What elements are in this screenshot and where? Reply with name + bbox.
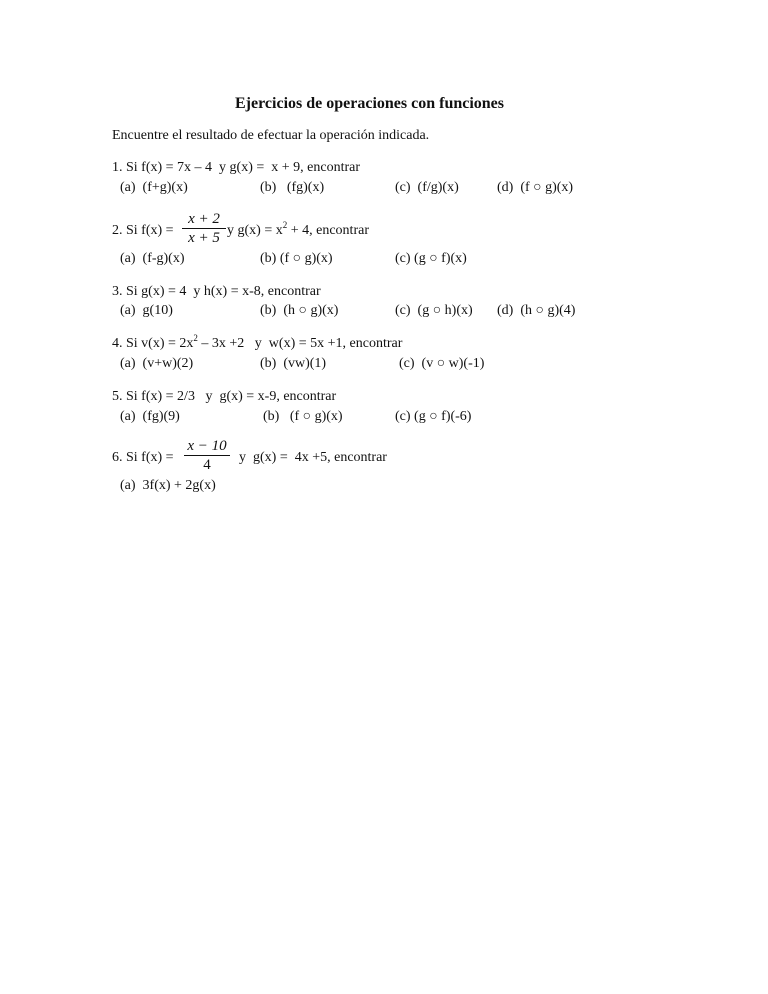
problem-5-option-a: (a) (fg)(9)	[120, 409, 180, 424]
fraction-bar	[182, 228, 226, 229]
problem-3-option-a: (a) g(10)	[120, 303, 173, 318]
problem-2-suffix: y $g(x) = x^2 + 4$, encontrar	[227, 220, 369, 238]
problem-6-fraction	[184, 438, 230, 472]
fraction-numerator: x + 2	[188, 211, 220, 227]
fraction-denominator: 4	[203, 457, 211, 473]
problem-4-option-a: (a) (v+w)(2)	[120, 356, 194, 371]
problem-1-option-a: (a) (f+g)(x)	[120, 180, 188, 195]
fraction-bar	[184, 455, 230, 456]
problem-1-statement: 1. Si f(x) = 7x – 4 y g(x) = x + 9, encontrar	[112, 160, 361, 175]
problem-6-suffix: y g(x) = 4x +5, encontrar	[239, 450, 387, 465]
problem-3-option-c: (c) (g ○ h)(x)	[395, 303, 473, 318]
problem-1-option-c: (c) (f/g)(x)	[395, 180, 459, 195]
problem-2-fraction	[182, 211, 226, 245]
problem-2-option-a: (a) (f-g)(x)	[120, 251, 185, 266]
problem-1-option-b: (b) (fg)(x)	[260, 180, 325, 195]
instruction-text: Encuentre el resultado de efectuar la operación indicada.	[112, 128, 430, 143]
problem-1-option-d: (d) (f ○ g)(x)	[497, 180, 574, 195]
fraction-numerator: x − 10	[187, 438, 227, 454]
problem-6-prefix: 6. Si f(x) =	[112, 450, 174, 465]
fraction-denominator: x + 5	[188, 230, 220, 246]
problem-3-option-d: (d) (h ○ g)(4)	[497, 303, 576, 318]
problem-3-option-b: (b) (h ○ g)(x)	[260, 303, 339, 318]
problem-3-statement: 3. Si g(x) = 4 y h(x) = x-8, encontrar	[112, 284, 321, 299]
problem-2-option-b: (b) (f ○ g)(x)	[260, 251, 333, 266]
problem-2-option-c: (c) (g ○ f)(x)	[395, 251, 467, 266]
problem-5-statement: 5. Si f(x) = 2/3 y g(x) = x-9, encontrar	[112, 389, 337, 404]
problem-5-option-c: (c) (g ○ f)(-6)	[395, 409, 472, 424]
problem-6-option-a: (a) 3f(x) + 2g(x)	[120, 478, 216, 493]
page-title: Ejercicios de operaciones con funciones	[235, 95, 505, 112]
problem-5-option-b: (b) (f ○ g)(x)	[263, 409, 343, 424]
problem-4-statement: 4. Si $v(x) = 2x^2 - 3x +2$ y w(x) = 5x +1, encontrar	[112, 333, 403, 351]
problem-4-option-c: (c) (v ○ w)(-1)	[399, 356, 485, 371]
problem-4-option-b: (b) (vw)(1)	[260, 356, 327, 371]
problem-2-prefix: 2. Si f(x) =	[112, 223, 174, 238]
